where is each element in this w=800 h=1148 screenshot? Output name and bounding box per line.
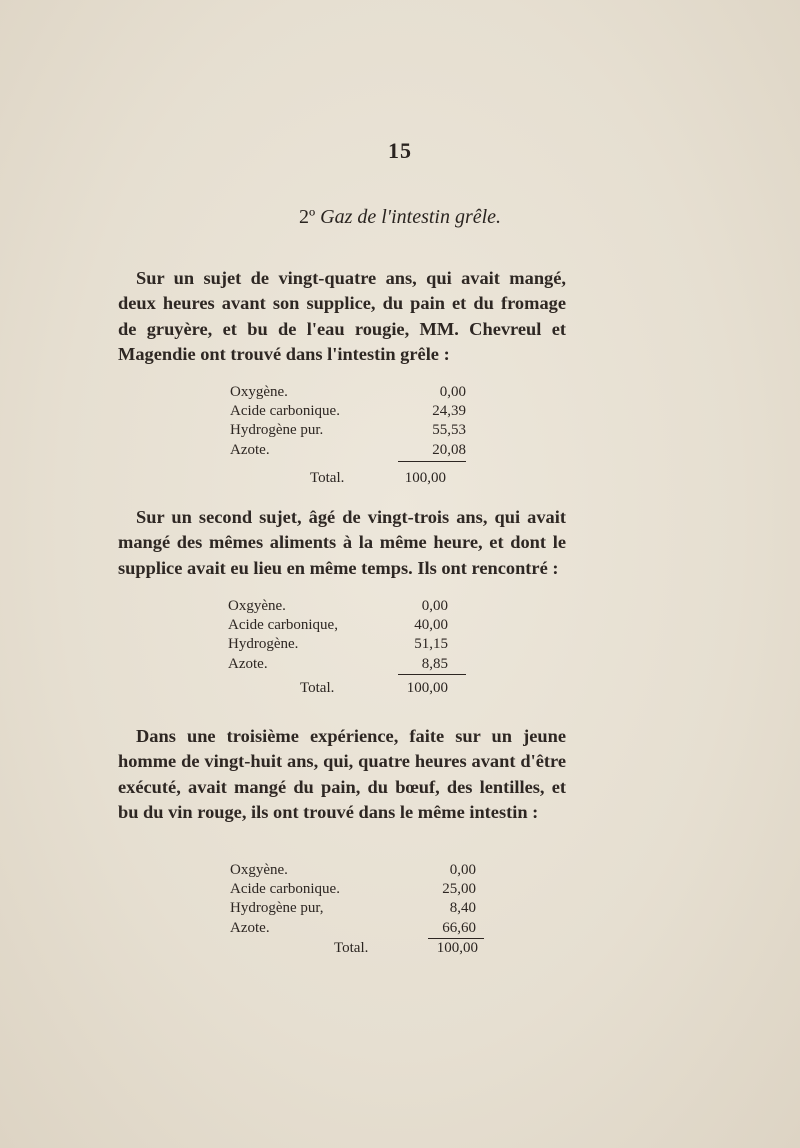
table-row: [230, 919, 480, 938]
row-label: Acide carbonique,: [228, 617, 338, 634]
row-label: Hydrogène.: [228, 636, 299, 653]
table-row: [230, 441, 470, 460]
row-label: Azote.: [230, 919, 270, 936]
row-value: 51,15: [414, 636, 448, 653]
gas-table-2: [228, 597, 468, 674]
row-label: Acide carbonique.: [230, 881, 340, 898]
paragraph-1: [118, 266, 566, 367]
paragraph-3: [118, 724, 566, 825]
paragraph-2: [118, 505, 566, 581]
row-label: Oxgyène.: [230, 862, 288, 878]
table-row: [228, 597, 468, 616]
sum-rule: [428, 938, 484, 939]
table-row: [228, 655, 468, 674]
row-value: 40,00: [414, 617, 448, 634]
section-number: 2º: [298, 206, 316, 228]
table-row: [228, 635, 468, 654]
row-value: 0,00: [449, 862, 476, 878]
row-value: 8,40: [449, 900, 476, 917]
total-label: Total.: [300, 680, 335, 696]
section-heading: Gaz de l'intestin grêle.: [320, 206, 502, 228]
sum-rule: [398, 461, 466, 462]
page-number: 15: [388, 138, 412, 163]
gas-table-1: [230, 383, 470, 460]
total-value: 100,00: [406, 680, 448, 696]
table-row: [230, 861, 480, 880]
total-value: 100,00: [436, 940, 478, 956]
table-row: [230, 880, 480, 899]
row-value: 0,00: [439, 384, 466, 400]
table-row: [230, 421, 470, 440]
paragraph-text: Sur un second sujet, âgé de vingt-trois ans, qui avait mangé des mêmes aliments à la même heure, et dont le supplice avait eu lieu en même temps. Ils ont rencontré :: [118, 507, 566, 578]
row-label: Azote.: [228, 655, 268, 672]
row-label: Oxgyène.: [228, 598, 286, 614]
table-row: [230, 899, 480, 918]
table-row: [228, 616, 468, 635]
gas-table-3: [230, 861, 480, 938]
row-value: 20,08: [432, 441, 466, 458]
table-row: [230, 402, 470, 421]
row-value: 66,60: [442, 919, 476, 936]
row-value: 8,85: [421, 655, 448, 672]
total-label: Total.: [310, 470, 345, 486]
row-value: 24,39: [432, 403, 466, 420]
row-label: Azote.: [230, 441, 270, 458]
sum-rule: [398, 674, 466, 675]
paragraph-text: Dans une troisième expérience, faite sur un jeune homme de vingt-huit ans, qui, quatre heures avant d'être exécuté, avait mangé du pain, du bœuf, des lentilles, et bu du vin rouge, ils ont trouvé dans le même intestin :: [118, 726, 566, 822]
row-label: Oxygène.: [230, 384, 288, 400]
table-row: [230, 383, 470, 402]
total-label: Total.: [334, 940, 369, 956]
row-value: 25,00: [442, 881, 476, 898]
section-title: [0, 206, 800, 229]
row-label: Hydrogène pur.: [230, 422, 324, 439]
row-value: 0,00: [421, 598, 448, 614]
row-label: Acide carbonique.: [230, 403, 340, 420]
total-value: 100,00: [404, 470, 446, 486]
row-value: 55,53: [432, 422, 466, 439]
row-label: Hydrogène pur,: [230, 900, 324, 917]
paragraph-text: Sur un sujet de vingt-quatre ans, qui avait mangé, deux heures avant son supplice, du pain et du fromage de gruyère, et bu de l'eau rougie, MM. Chevreul et Magendie ont trouvé dans l'intestin grêle :: [118, 268, 566, 364]
